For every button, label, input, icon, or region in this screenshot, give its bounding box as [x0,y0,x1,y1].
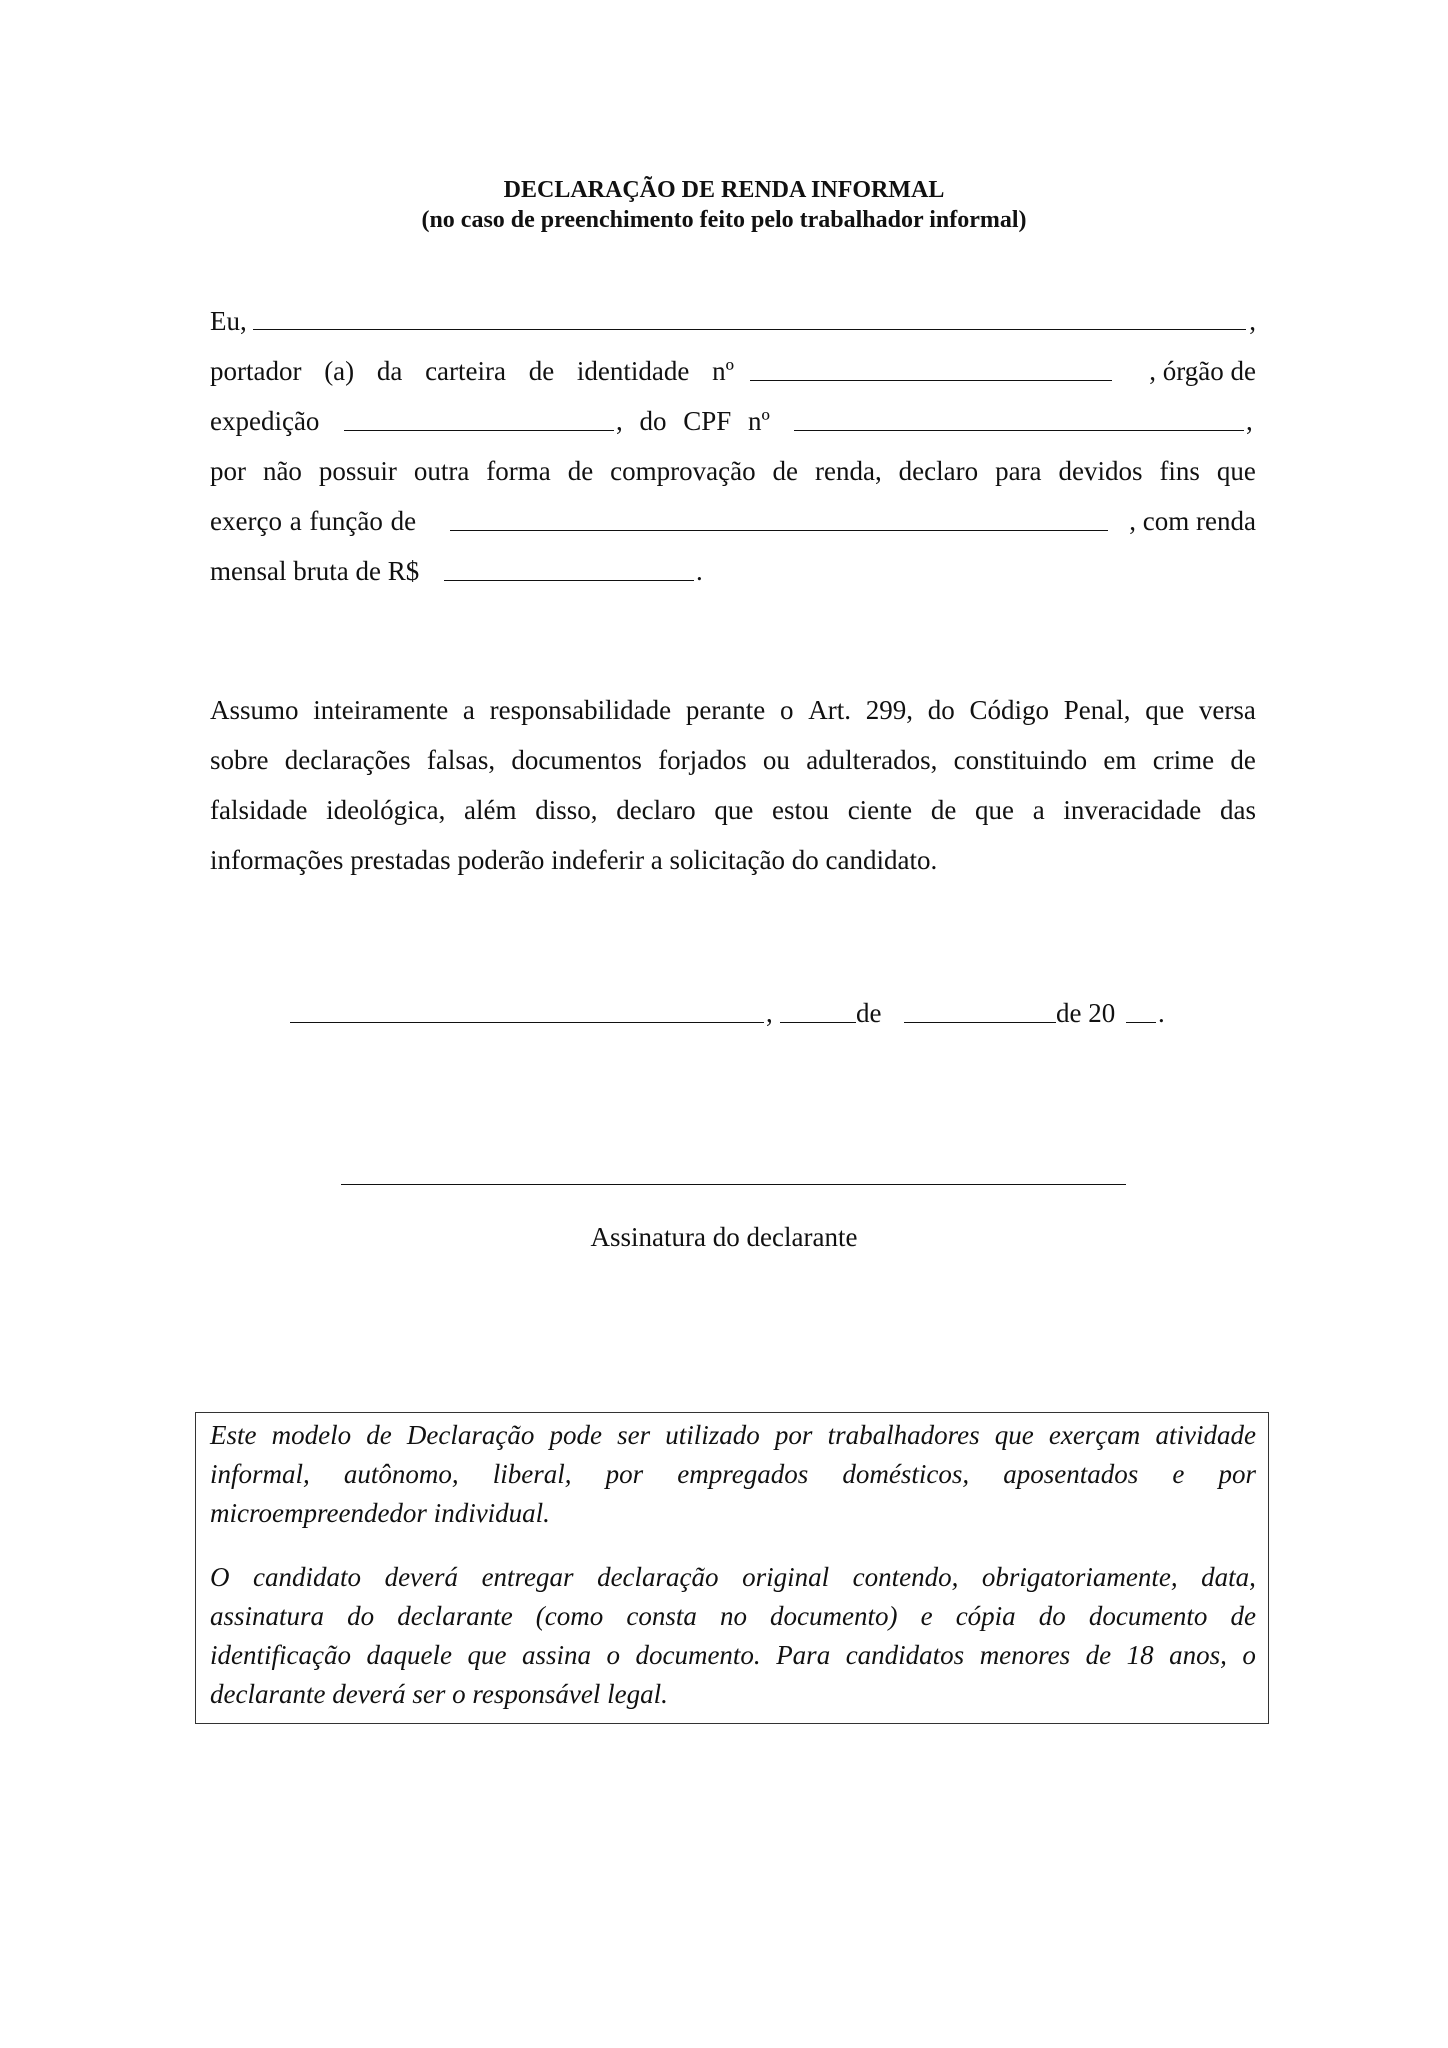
word: disso, [535,795,598,825]
function-field[interactable] [450,508,1108,531]
word: por [774,1420,813,1450]
word: estou [772,795,829,825]
word: possuir [318,456,397,486]
word: informal, [210,1459,310,1489]
word: ser [617,1420,651,1450]
word: além [464,795,517,825]
word: não [262,456,302,486]
word: forma [486,456,551,486]
word: documento) [770,1601,898,1631]
word: declaro [898,456,979,486]
word: renda, [814,456,882,486]
word: a [1032,795,1045,825]
word: deverá [384,1562,459,1592]
word: para [995,456,1042,486]
punct-period: . [1158,998,1165,1028]
word: de [567,456,594,486]
name-field[interactable] [253,307,1247,330]
word: Assumo [210,695,299,725]
label-de: de [856,998,882,1028]
word: que [994,1420,1034,1450]
word: Código [969,695,1049,725]
word: candidatos [845,1640,965,1670]
word: e [920,1601,933,1631]
word: contendo, [852,1562,959,1592]
instructions-line: microempreendedor individual. [210,1498,550,1528]
income-field[interactable] [444,558,694,581]
word: ou [762,745,790,775]
word: das [1219,795,1256,825]
word: declarante [397,1601,513,1631]
word: o [606,1640,620,1670]
word: identificação [210,1640,351,1670]
month-field[interactable] [904,1000,1056,1023]
word: outra [413,456,470,486]
form-line-identity [210,356,1256,386]
word: menores [979,1640,1071,1670]
word: o [780,695,794,725]
word: de [1230,745,1256,775]
word: portador [210,356,302,386]
word: entregar [481,1562,574,1592]
word: aposentados [1003,1459,1139,1489]
label-eu: Eu, [210,306,247,336]
word: Este [210,1420,257,1450]
form-line-statement [210,456,1256,486]
label-funcao: exerço a função de [210,506,417,536]
word: candidato [253,1562,362,1592]
signature-label: Assinatura do declarante [590,1222,858,1252]
day-field[interactable] [780,1000,856,1023]
punct-period: . [696,556,703,586]
word: por [210,456,246,486]
responsibility-line [210,695,1256,725]
city-field[interactable] [290,1000,764,1023]
word: cópia [955,1601,1016,1631]
word: anos, [1169,1640,1227,1670]
date-line [290,998,1190,1028]
word: e [1172,1459,1185,1489]
word: documento. [635,1640,761,1670]
word: versa [1198,695,1256,725]
signature-line[interactable] [341,1184,1126,1185]
word: utilizado [665,1420,760,1450]
instructions-line [210,1457,1256,1491]
word: pode [549,1420,602,1450]
word: consta [626,1601,697,1631]
punct-comma: , [766,998,773,1028]
word: o [1242,1640,1256,1670]
word: identidade [576,356,690,386]
word: que [467,1640,507,1670]
word: do [347,1601,375,1631]
word: documento [1088,1601,1208,1631]
label-renda: mensal bruta de R$ [210,556,420,586]
word: que [975,795,1014,825]
word: (como [535,1601,604,1631]
word: falsas, [426,745,496,775]
punct-comma: , [1249,306,1256,336]
word: de [1085,1640,1112,1670]
word: trabalhadores [827,1420,980,1450]
word: autônomo, [343,1459,459,1489]
instructions-line [210,1599,1256,1633]
word: de [772,456,799,486]
word: inveracidade [1063,795,1202,825]
word: empregados [677,1459,809,1489]
word: assinatura [210,1601,325,1631]
word: devidos [1058,456,1143,486]
word: que [714,795,754,825]
word: assina [521,1640,591,1670]
form-line-cpf [210,406,1256,436]
year-field[interactable] [1126,1000,1156,1023]
word: data, [1201,1562,1256,1592]
word: do [927,695,955,725]
word: inteiramente [313,695,449,725]
word: (a) [324,356,355,386]
word: de [1230,1601,1256,1631]
word: em [1103,745,1137,775]
word: do [1038,1601,1066,1631]
word: da [376,356,403,386]
label-de-20: de 20 [1056,998,1116,1028]
word: a [462,695,475,725]
word: que [1145,695,1185,725]
identity-label [210,356,734,386]
word: de [366,1420,392,1450]
word: ciente [847,795,913,825]
punct-comma: , [1246,406,1253,436]
word: Penal, [1063,695,1131,725]
instructions-line [210,1560,1256,1594]
word: atividade [1155,1420,1256,1450]
word: responsabilidade [489,695,672,725]
issuing-body-field[interactable] [344,408,614,431]
word: comprovação [610,456,756,486]
instructions-line: declarante deverá ser o responsável legal. [210,1679,668,1709]
word: de [930,795,957,825]
word: Art. [808,695,851,725]
label-cpf: , do CPF nº [616,406,770,436]
word: adulterados, [806,745,938,775]
label-expedicao: expedição [210,406,320,436]
responsibility-line [210,745,1256,775]
cpf-field[interactable] [794,408,1244,431]
word: domésticos, [842,1459,970,1489]
word: sobre [210,745,269,775]
word: constituindo [953,745,1088,775]
word: 299, [865,695,913,725]
word: exerçam [1048,1420,1141,1450]
word: declarações [284,745,411,775]
instructions-line [210,1418,1256,1452]
word: falsidade [210,795,308,825]
word: nº [712,356,734,386]
identity-number-field[interactable] [750,358,1112,381]
word: original [742,1562,830,1592]
word: documentos [511,745,642,775]
word: por [605,1459,644,1489]
word: declaração [597,1562,719,1592]
word: forjados [658,745,747,775]
word: por [1218,1459,1256,1489]
responsibility-line: informações prestadas poderão indeferir a solicitação do candidato. [210,845,938,875]
word: Para [776,1640,831,1670]
document-title: DECLARAÇÃO DE RENDA INFORMAL [503,177,945,203]
word: obrigatoriamente, [981,1562,1178,1592]
word: no [719,1601,747,1631]
word: carteira [425,356,506,386]
word: liberal, [492,1459,572,1489]
issuing-body-label: , órgão de [1149,356,1256,386]
form-line-income [210,556,1256,586]
form-line-function [210,506,1256,536]
word: O [210,1562,230,1592]
word: declaro [616,795,696,825]
word: modelo [271,1420,352,1450]
word: fins [1159,456,1200,486]
word: 18 [1126,1640,1154,1670]
word: crime [1152,745,1215,775]
word: perante [685,695,766,725]
form-line-name [210,306,1256,336]
word: ideológica, [326,795,446,825]
responsibility-line [210,795,1256,825]
word: de [528,356,555,386]
document-subtitle: (no caso de preenchimento feito pelo trabalhador informal) [421,207,1027,233]
word: Declaração [406,1420,535,1450]
label-com-renda: , com renda [1129,506,1256,536]
word: que [1216,456,1256,486]
instructions-line [210,1638,1256,1672]
word: daquele [366,1640,452,1670]
